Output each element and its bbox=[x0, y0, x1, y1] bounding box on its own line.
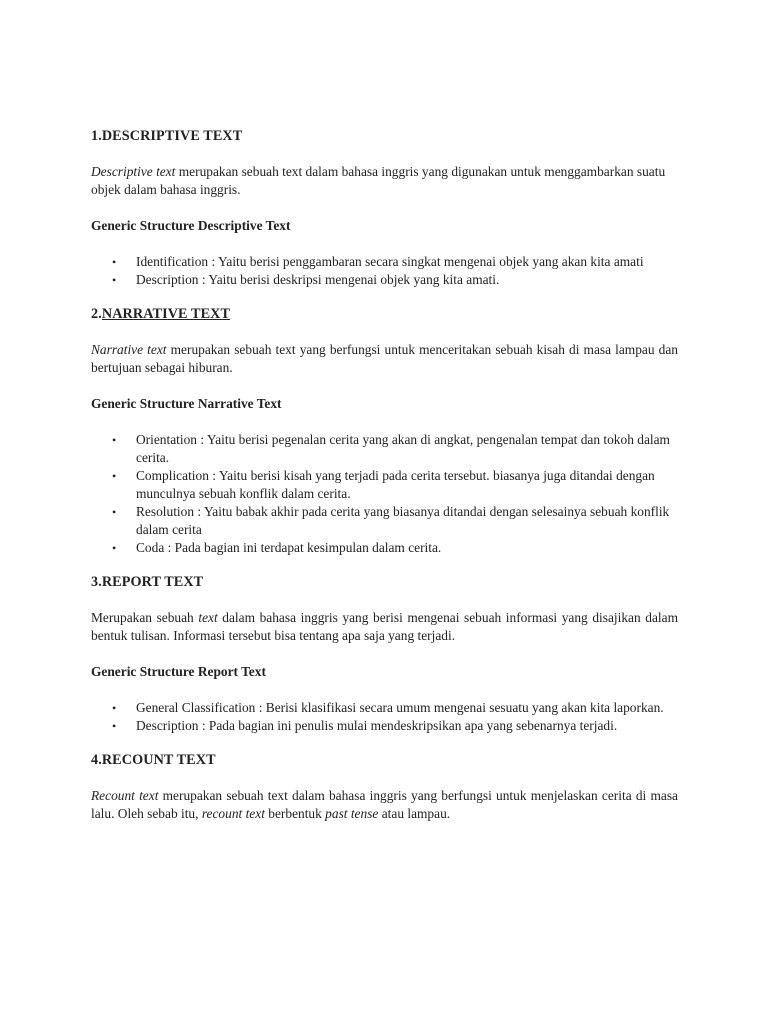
list-item bbox=[91, 253, 678, 271]
list-item-text: Complication : Yaitu berisi kisah yang terjadi pada cerita tersebut. biasanya juga ditandai dengan munculnya sebuah konflik dalam cerita. bbox=[136, 468, 655, 501]
heading-report-text: 3.REPORT TEXT bbox=[91, 574, 204, 590]
heading-number: 2. bbox=[91, 306, 102, 322]
paragraph-recount-body: merupakan sebuah text dalam bahasa inggris yang berfungsi untuk menjelaskan cerita di masa lalu. Oleh sebab itu, bbox=[91, 788, 678, 821]
list-item bbox=[91, 431, 678, 467]
subheading-report-structure: Generic Structure Report Text bbox=[91, 664, 266, 679]
list-item-text: Description : Yaitu berisi deskripsi mengenai objek yang kita amati. bbox=[136, 272, 500, 287]
term-narrative-text: Narrative text bbox=[91, 342, 167, 357]
term-recount-text: Recount text bbox=[91, 788, 159, 803]
paragraph-narrative-body: merupakan sebuah text yang berfungsi untuk menceritakan sebuah kisah di masa lampau dan bertujuan sebagai hiburan. bbox=[91, 342, 679, 375]
list-item-text: Coda : Pada bagian ini terdapat kesimpulan dalam cerita. bbox=[136, 540, 442, 555]
heading-recount-text: 4.RECOUNT TEXT bbox=[91, 752, 216, 768]
bullet-icon: • bbox=[112, 273, 117, 287]
paragraph-recount-end: atau lampau. bbox=[378, 806, 451, 821]
paragraph-report-start: Merupakan sebuah bbox=[91, 610, 199, 625]
heading-narrative-text bbox=[91, 305, 678, 323]
list-narrative-structure bbox=[91, 431, 678, 557]
bullet-icon: • bbox=[112, 469, 117, 483]
term-text: text bbox=[198, 610, 218, 625]
document-page bbox=[91, 127, 678, 823]
list-item bbox=[91, 539, 678, 557]
list-descriptive-structure bbox=[91, 253, 678, 289]
list-item-text: Identification : Yaitu berisi penggambaran secara singkat mengenai objek yang akan kita amati bbox=[136, 254, 644, 269]
term-past-tense: past tense bbox=[325, 806, 379, 821]
list-item bbox=[91, 467, 678, 503]
paragraph-descriptive-body: merupakan sebuah text dalam bahasa inggris yang digunakan untuk menggambarkan suatu objek dalam bahasa inggris. bbox=[91, 164, 666, 197]
list-report-structure bbox=[91, 699, 678, 735]
bullet-icon: • bbox=[112, 701, 117, 715]
heading-descriptive-text: 1.DESCRIPTIVE TEXT bbox=[91, 128, 243, 144]
subheading-narrative-structure: Generic Structure Narrative Text bbox=[91, 396, 282, 411]
paragraph-report-body: dalam bahasa inggris yang berisi mengenai sebuah informasi yang disajikan dalam bentuk tulisan. Informasi tersebut bisa tentang apa saja yang terjadi. bbox=[91, 610, 678, 643]
paragraph-recount-mid: berbentuk bbox=[264, 806, 326, 821]
bullet-icon: • bbox=[112, 255, 117, 269]
bullet-icon: • bbox=[112, 433, 117, 447]
paragraph-narrative-text bbox=[91, 341, 678, 377]
list-item-text: Orientation : Yaitu berisi pegenalan cerita yang akan di angkat, pengenalan tempat dan tokoh dalam cerita. bbox=[136, 432, 670, 465]
list-item bbox=[91, 503, 678, 539]
term-descriptive-text: Descriptive text bbox=[91, 164, 176, 179]
list-item bbox=[91, 271, 678, 289]
bullet-icon: • bbox=[112, 505, 117, 519]
bullet-icon: • bbox=[112, 719, 117, 733]
paragraph-descriptive-text bbox=[91, 163, 678, 199]
bullet-icon: • bbox=[112, 541, 117, 555]
list-item bbox=[91, 717, 678, 735]
list-item-text: General Classification : Berisi klasifikasi secara umum mengenai sesuatu yang akan kita laporkan. bbox=[136, 700, 664, 715]
list-item bbox=[91, 699, 678, 717]
paragraph-recount-text bbox=[91, 787, 678, 823]
list-item-text: Description : Pada bagian ini penulis mulai mendeskripsikan apa yang sebenarnya terjadi. bbox=[136, 718, 618, 733]
term-recount-text-inline: recount text bbox=[201, 806, 265, 821]
subheading-descriptive-structure: Generic Structure Descriptive Text bbox=[91, 218, 291, 233]
heading-underlined-title: NARRATIVE TEXT bbox=[101, 306, 231, 322]
list-item-text: Resolution : Yaitu babak akhir pada cerita yang biasanya ditandai dengan selesainya sebuah konflik dalam cerita bbox=[136, 504, 670, 537]
paragraph-report-text bbox=[91, 609, 678, 645]
